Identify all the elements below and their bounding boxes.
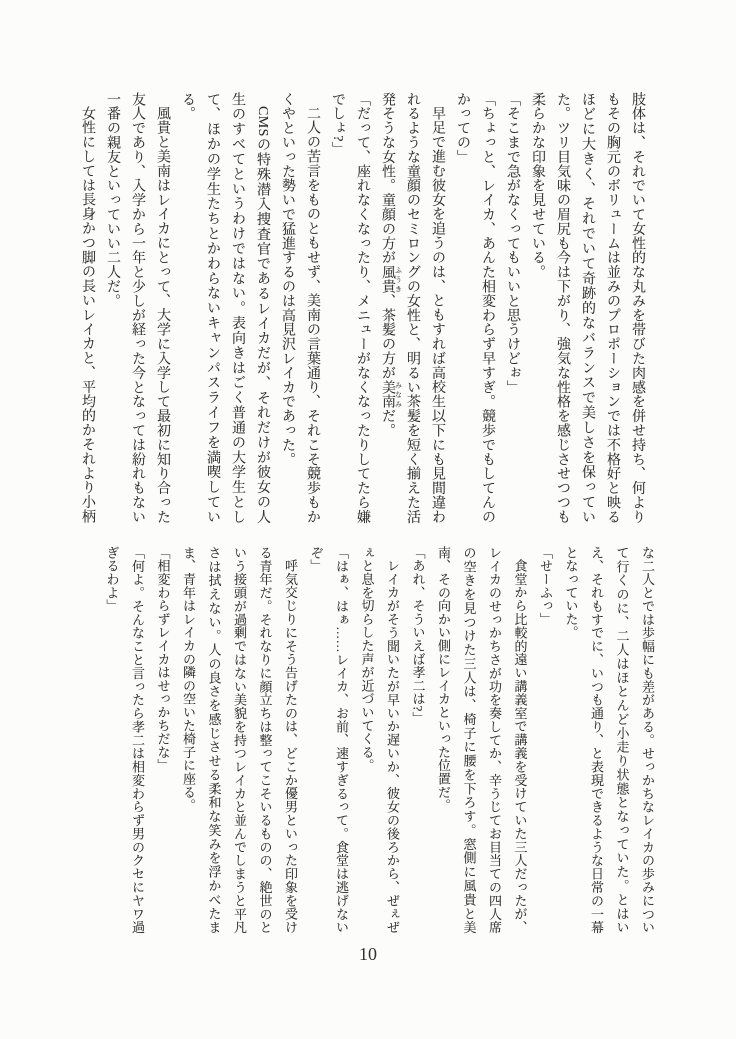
paragraph: 「せーふっ」 <box>538 546 553 626</box>
paragraph: 「相変わらずレイカはせっかちだな」 <box>155 546 171 773</box>
text-block-top <box>80 92 650 524</box>
furigana-annotated-name: 風貴 ふうき <box>380 264 403 294</box>
paragraph: 女性にしては長身かつ脚の長いレイカと、平均的かそれより小柄 <box>80 106 95 524</box>
text-block-bottom <box>94 546 660 934</box>
paragraph: 風貴と美南はレイカにとって、大学に入学して最初に知り合った友人であり、入学から一年と少しが経った今となっては紛れもない一番の親友といっていい二人だ。 <box>105 92 170 524</box>
paragraph: 「ちょっと、レイカ、あんた相変わらず早すぎ。競歩でもしてんのかっての」 <box>455 92 495 524</box>
paragraph: レイカがそう聞いたが早いか遅いか、彼女の後ろから、ぜぇぜぇと息を切らした声が近づいてくる。 <box>359 546 400 934</box>
paragraph: 「はぁ、はぁ……レイカ、お前、速すぎるって。食堂は逃げないぞ」 <box>308 546 349 934</box>
paragraph: 「あれ、そういえば孝二は?」 <box>410 546 426 725</box>
paragraph: 二人の苦言をものともせず、美南の言葉通り、それこそ競歩もかくやといった勢いで猛進するのは高見沢レイカであった。 <box>280 92 320 524</box>
page-number: 10 <box>359 944 377 964</box>
paragraph: 食堂から比較的遠い講義室で講義を受けていた三人だったが、レイカのせっかちさが功を奏してか、辛うじてお目当ての四人席の空きを見つけた三人は、椅子に腰を下ろす。窓側に風貴と美南、その向かい側にレイカといった位置だ。 <box>436 546 528 934</box>
furigana-annotated-name: 美南 みなみ <box>380 380 403 409</box>
paragraph: 「だって、座れなくなったり、メニューがなくなったりしてたら嫌でしょ?」 <box>330 92 370 524</box>
paragraph: な二人とでは歩幅にも差がある。せっかちなレイカの歩みについて行くのに、二人はほとんど小走り状態となっていた。とはいえ、それもすでに、いつも通り、と表現できるような日常の一幕となっていた。 <box>563 546 655 934</box>
paragraph: 呼気交じりにそう告げたのは、どこか優男といった印象を受ける青年だ。それなりに顔立ちは整ってこそいるものの、絶世のという接頭が過剰ではない美貌を持つレイカと並んでしまうと平凡さは拭えない。人の良さを感じさせる柔和な笑みを浮かべたまま、青年はレイカの隣の空いた椅子に座る。 <box>181 546 298 934</box>
paragraph: CMSの特殊潜入捜査官であるレイカだが、それだけが彼女の人生のすべてというわけではない。表向きはごく普通の大学生として、ほかの学生たちとかわらないキャンパスライフを満喫している。 <box>180 92 270 524</box>
paragraph: 「そこまで急がなくってもいいと思うけどぉ」 <box>505 92 520 395</box>
paragraph: 肢体は、それでいて女性的な丸みを帯びた肉感を併せ持ち、何よりもその胸元のボリュームは並みのプロポーションでは不格好と映るほどに大きく、それでいて奇跡的なバランスで美しさを保っていた。ツリ目気味の眉尻も今は下がり、強気な性格を感じさせつつも柔らかな印象を見せている。 <box>530 92 645 524</box>
paragraph: 「何よ。そんなこと言ったら孝二は相変わらず男のクセにヤワ過ぎるわよ」 <box>104 546 145 934</box>
paragraph: 早足で進む彼女を追うのは、ともすれば高校生以下にも見間違われるような童顔のセミロングの女性と、明るい茶髪を短く揃えた活発そうな女性。童顔の方が風貴 ふうき、茶髪の方が美南 みなみだ。 <box>380 92 445 524</box>
